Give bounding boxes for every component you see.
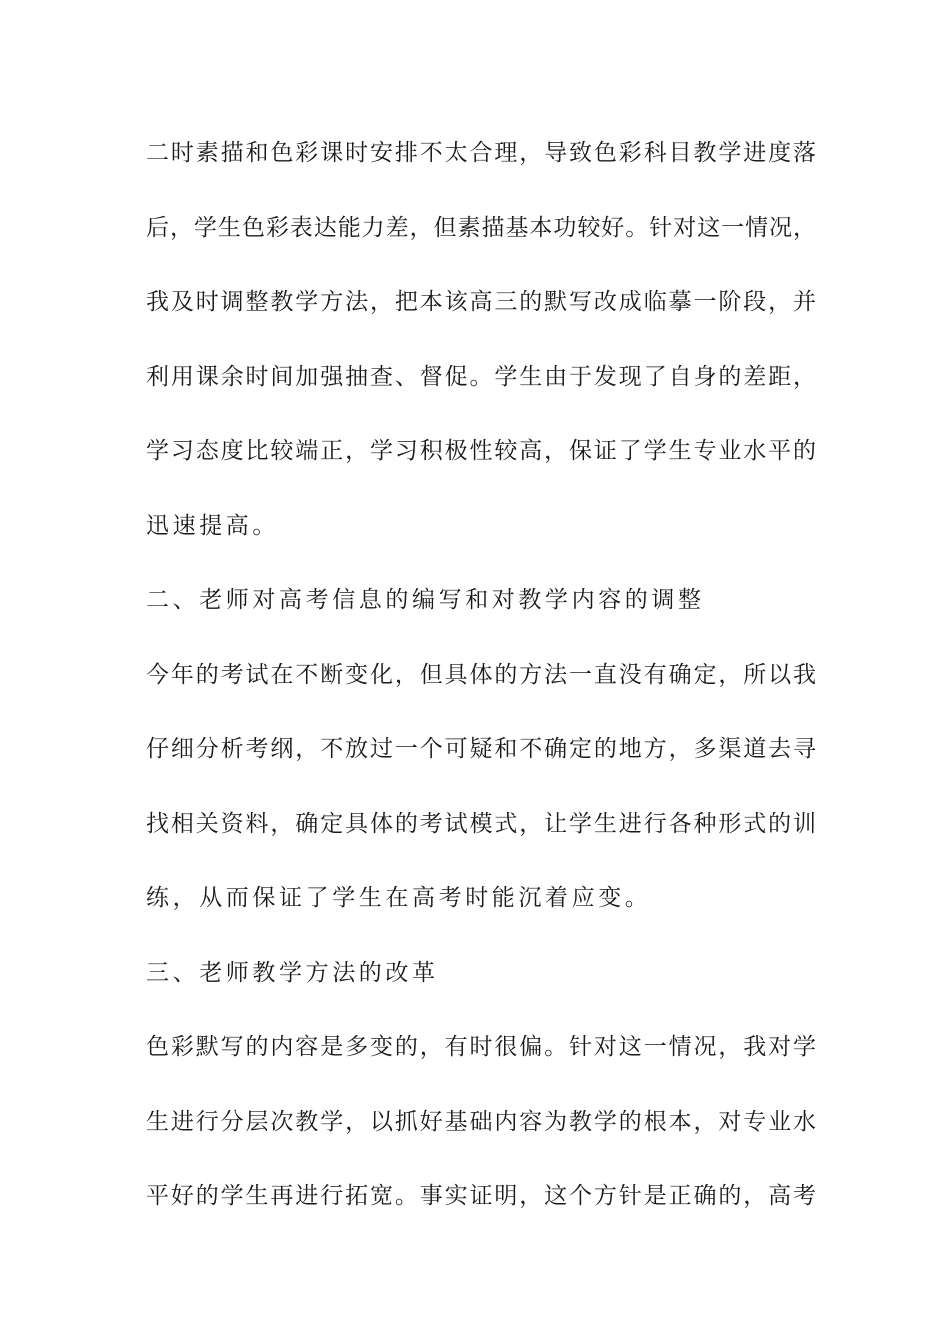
text-line: 后，学生色彩表达能力差，但素描基本功较好。针对这一情况，: [146, 214, 816, 241]
text-line: 仔细分析考纲，不放过一个可疑和不确定的地方，多渠道去寻: [146, 736, 816, 762]
text-line: 色彩默写的内容是多变的，有时很偏。针对这一情况，我对学: [146, 1034, 816, 1060]
section-heading: 二、老师对高考信息的编写和对教学内容的调整: [146, 587, 705, 613]
text-line: 二时素描和色彩课时安排不太合理，导致色彩科目教学进度落: [146, 140, 816, 166]
section-heading: 三、老师教学方法的改革: [146, 959, 439, 986]
text-line: 练，从而保证了学生在高考时能沉着应变。: [146, 885, 652, 911]
text-line: 生进行分层次教学，以抓好基础内容为教学的根本，对专业水: [146, 1108, 816, 1135]
text-line: 迅速提高。: [146, 512, 279, 539]
document-body: [146, 132, 816, 1250]
text-line: 利用课余时间加强抽查、督促。学生由于发现了自身的差距，: [146, 363, 816, 390]
text-line: 今年的考试在不断变化，但具体的方法一直没有确定，所以我: [146, 661, 816, 688]
text-line: 我及时调整教学方法，把本该高三的默写改成临摹一阶段，并: [146, 289, 816, 315]
text-line: 找相关资料，确定具体的考试模式，让学生进行各种形式的训: [146, 810, 816, 837]
text-line: 平好的学生再进行拓宽。事实证明，这个方针是正确的，高考: [146, 1183, 816, 1209]
text-line: 学习态度比较端正，学习积极性较高，保证了学生专业水平的: [146, 438, 816, 464]
